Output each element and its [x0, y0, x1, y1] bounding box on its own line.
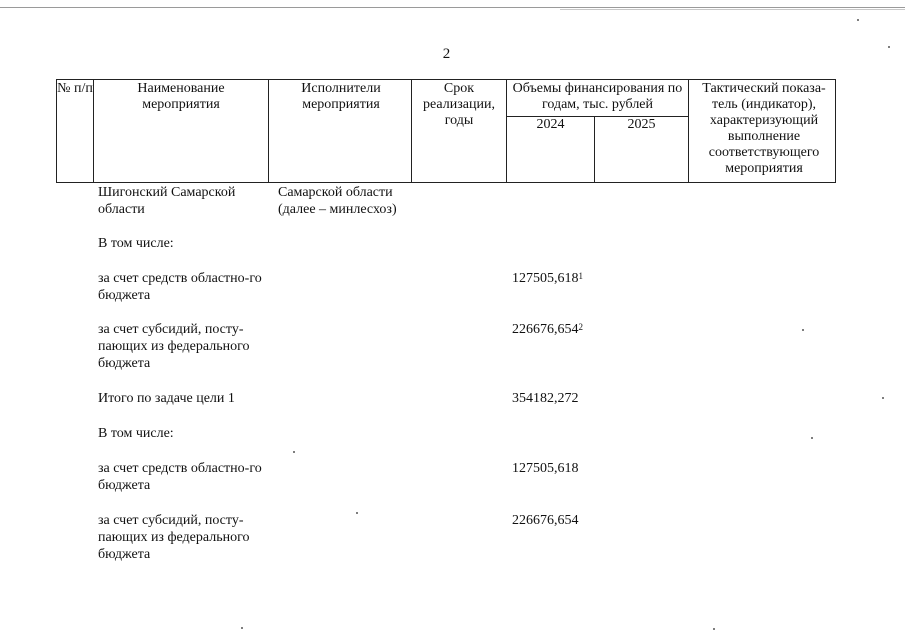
- scan-speck: [356, 512, 358, 514]
- page-number: 2: [442, 46, 451, 62]
- scan-speck: [888, 46, 890, 48]
- row-executor: Самарской области (далее – минлесхоз): [278, 185, 397, 217]
- row-amount: 127505,618: [512, 461, 579, 476]
- scan-speck: [802, 329, 804, 331]
- footnote-mark: 1: [578, 271, 583, 281]
- row-label: В том числе:: [98, 426, 174, 441]
- row-amount: 226676,654: [512, 513, 579, 528]
- row-label: за счет средств областно-го бюджета: [98, 461, 262, 493]
- scan-speck: [882, 397, 884, 399]
- table-header: [56, 79, 836, 183]
- footnote-mark: 2: [578, 322, 583, 332]
- scan-speck: [857, 19, 859, 21]
- col-divider: [93, 80, 94, 182]
- scan-speck: [713, 628, 715, 630]
- header-executors: Исполнители мероприятия: [301, 81, 381, 112]
- header-name: Наименование мероприятия: [137, 81, 225, 112]
- scan-speck: [811, 437, 813, 439]
- col-divider: [268, 80, 269, 182]
- scan-top-edge-secondary: [560, 9, 905, 10]
- row-label: за счет субсидий, посту-пающих из федерального бюджета: [98, 322, 250, 371]
- row-label: за счет средств областно-го бюджета: [98, 271, 262, 303]
- header-year-2025: 2025: [627, 117, 656, 132]
- header-funding: Объемы финансирования по годам, тыс. рублей: [512, 81, 683, 112]
- row-amount: 127505,618$^1$: [512, 271, 583, 286]
- row-amount: 354182,272: [512, 391, 579, 406]
- row-label: за счет субсидий, посту-пающих из федерального бюджета: [98, 513, 250, 562]
- header-term: Срок реализации, годы: [423, 81, 495, 128]
- header-num: № п/п: [57, 81, 93, 96]
- col-divider: [688, 80, 689, 182]
- scan-top-edge: [0, 7, 905, 8]
- row-label: Итого по задаче цели 1: [98, 391, 235, 406]
- header-indicator: Тактический показа-тель (индикатор), характеризующий выполнение соответствующего мероприятия: [702, 81, 826, 176]
- row-amount: 226676,654$^2$: [512, 322, 583, 337]
- col-divider: [411, 80, 412, 182]
- row-label: Шигонский Самарской области: [98, 185, 236, 217]
- scan-speck: [241, 627, 243, 629]
- header-year-2024: 2024: [536, 117, 565, 132]
- row-label: В том числе:: [98, 236, 174, 251]
- scan-speck: [293, 451, 295, 453]
